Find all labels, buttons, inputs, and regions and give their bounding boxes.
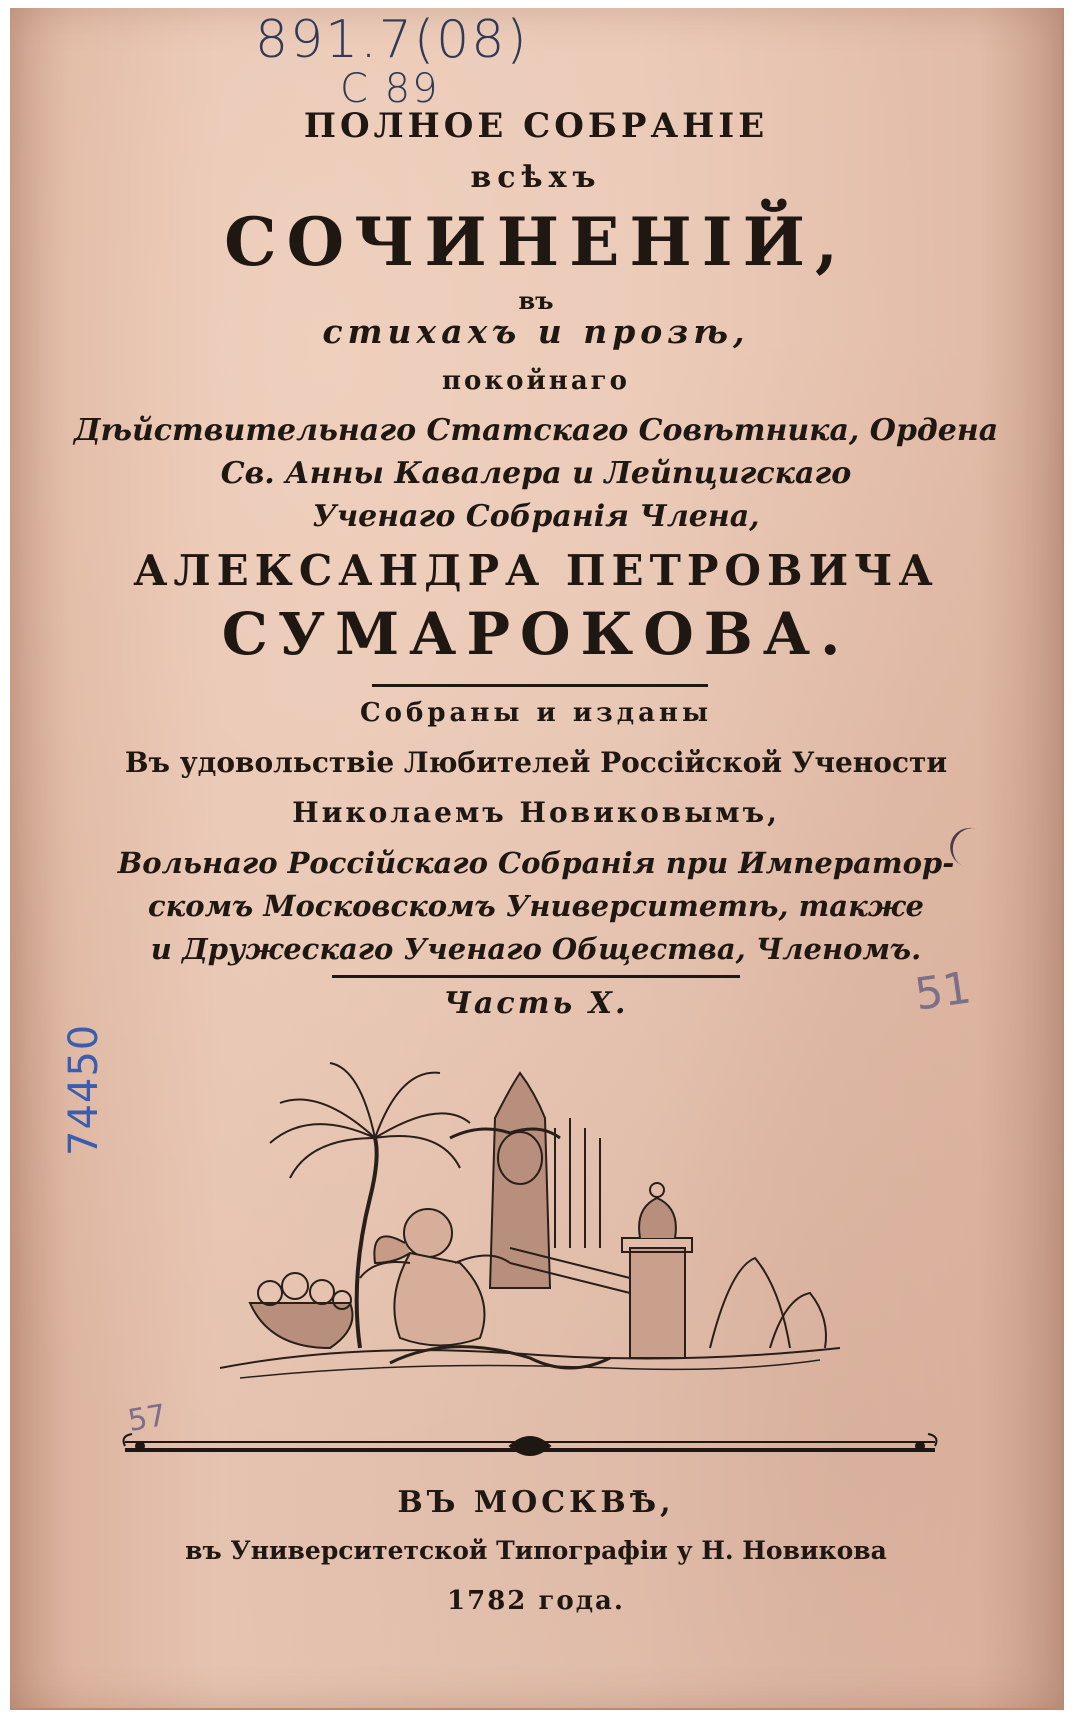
title-line-5: стихахъ и прозѣ,	[322, 312, 750, 351]
collected-by: Собраны и изданы	[359, 698, 713, 728]
editor-title-1: Вольнаго Россійскаго Собранія при Император-	[117, 846, 955, 880]
imprint-city: ВЪ МОСКВѢ,	[397, 1485, 675, 1520]
imprint-year: 1782 года.	[447, 1586, 625, 1616]
title-line-6: покойнаго	[442, 366, 630, 396]
title-line-1: ПОЛНОЕ СОБРАНІЕ	[303, 106, 769, 146]
title-line-4: въ	[518, 286, 554, 315]
shelfmark-top: 891.7(08)	[255, 10, 529, 70]
editor-title-3: и Дружескаго Ученаго Общества, Членомъ.	[150, 932, 922, 966]
title-page	[10, 8, 1064, 1710]
author-title-3: Ученаго Собранія Члена,	[312, 499, 760, 534]
author-title-1: Дѣйствительнаго Статскаго Совѣтника, Ордена	[73, 413, 999, 448]
author-name: АЛЕКСАНДРА ПЕТРОВИЧА	[133, 546, 939, 595]
title-line-2: всѣхъ	[470, 160, 602, 195]
divider-rule-2	[332, 975, 740, 978]
editor-name: Николаемъ Новиковымъ,	[292, 796, 780, 829]
margin-mark-left: 57	[125, 1397, 169, 1440]
engraved-vignette	[210, 1048, 850, 1388]
imprint-press: въ Университетской Типографіи у Н. Новикова	[185, 1536, 887, 1565]
dedication: Въ удовольствіе Любителей Россійской Учености	[124, 746, 948, 779]
divider-rule-1	[372, 684, 708, 687]
editor-title-2: скомъ Московскомъ Университетѣ, также	[147, 889, 925, 923]
margin-mark-right: 51	[911, 962, 975, 1021]
author-title-2: Св. Анны Кавалера и Лейпцигскаго	[220, 456, 852, 491]
title-main: СОЧИНЕНІЙ,	[224, 203, 848, 281]
shelfmark-bottom: C 89	[340, 66, 440, 112]
inventory-number: 74450	[61, 1023, 107, 1156]
volume-number: Часть X.	[443, 986, 629, 1021]
ornamental-band	[120, 1428, 940, 1464]
author-surname: СУМАРОКОВА.	[221, 600, 851, 668]
